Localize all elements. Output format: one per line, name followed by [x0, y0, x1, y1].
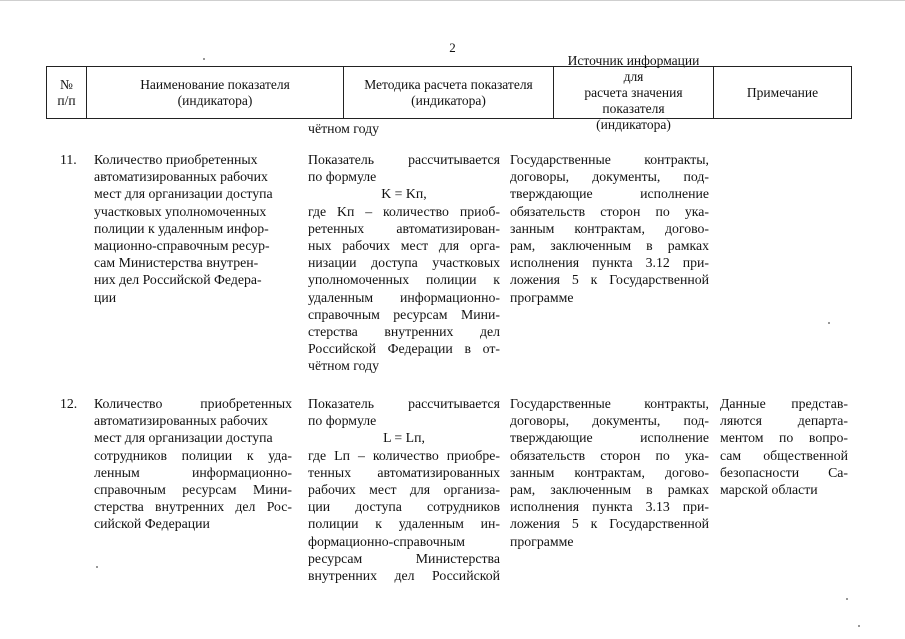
row-12-method-line: где Lп – количество приобре-	[308, 447, 500, 463]
row-11-source-line: занным контрактам, догово-	[510, 220, 709, 236]
row-11-name-line: мест для организации доступа	[94, 186, 273, 202]
row-12-source-line: занным контрактам, догово-	[510, 464, 709, 480]
row-11-source-line: программе	[510, 289, 574, 305]
page-number: 2	[449, 40, 456, 55]
row-11-number: 11.	[60, 152, 77, 167]
row-11-method-line: низации доступа участковых	[308, 255, 500, 271]
row-11-method-line: стерства внутренних дел	[308, 324, 500, 340]
scan-speck	[96, 566, 98, 568]
row-12-method-line: тенных автоматизированных	[308, 464, 500, 480]
row-12-note-line: сам общественной	[720, 447, 848, 463]
header-col-name	[86, 67, 343, 118]
row-11-name-line: автоматизированных рабочих	[94, 169, 268, 185]
row-11-source-line: обязательств сторон по ука-	[510, 203, 709, 219]
row-11-method-line: Российской Федерации в от-	[308, 341, 500, 357]
row-12-method-line: по формуле	[308, 413, 377, 429]
row-11-name	[94, 151, 292, 306]
row-12-note-line: марской области	[720, 482, 818, 498]
row-12-source-line: договоры, документы, под-	[510, 413, 709, 429]
top-edge-line	[0, 0, 905, 1]
header-col-source-line: Источник информации для	[567, 52, 700, 84]
header-col-number-line: №	[60, 76, 73, 92]
row-12-source-line: рам, заключенным в рамках	[510, 482, 709, 498]
row-12-method	[308, 395, 500, 584]
header-col-source	[553, 52, 713, 132]
header-col-method	[343, 67, 553, 118]
row-12-formula: L = Lп,	[383, 430, 425, 446]
row-12-name-line: автоматизированных рабочих	[94, 413, 268, 429]
row-12-note-line: ментом по вопро-	[720, 430, 848, 446]
row-11-formula: K = Kп,	[381, 186, 427, 202]
row-11-name-line: сам Министерства внутрен-	[94, 255, 259, 271]
header-col-name-line: Наименование показателя	[140, 76, 290, 92]
row-12-note-line: безопасности Са-	[720, 464, 848, 480]
row-12-name-line: сотрудников полиции к уда-	[94, 447, 292, 463]
header-col-note-line: Примечание	[746, 84, 819, 100]
header-col-number-line: п/п	[57, 92, 76, 108]
row-12-number: 12.	[60, 396, 78, 411]
row-11-name-line: полиции к удаленным инфор-	[94, 220, 269, 236]
row-12-name-line: мест для организации доступа	[94, 430, 273, 446]
row-12-method-line: ресурсам Министерства	[308, 550, 500, 566]
row-12-source-line: обязательств сторон по ука-	[510, 447, 709, 463]
row-11-name-line: них дел Российской Федера-	[94, 272, 262, 288]
row-12-note	[720, 395, 848, 498]
row-11-source-line: исполнения пункта 3.12 при-	[510, 255, 709, 271]
header-col-method-line: Методика расчета показателя	[364, 76, 533, 92]
scan-speck	[858, 625, 860, 627]
scan-speck	[203, 58, 205, 60]
row-11-method-line: ретенных автоматизирован-	[308, 220, 500, 236]
row-12-name-line: стерства внутренних дел Рос-	[94, 499, 292, 515]
row-11-method-line: Показатель рассчитывается	[308, 152, 500, 167]
row-12-name	[94, 395, 292, 533]
row-11-source-line: ложения 5 к Государственной	[510, 272, 709, 288]
header-col-number	[47, 67, 86, 118]
row-11-method-line: уполномоченных полиции к	[308, 272, 500, 288]
row-11-source-line: Государственные контракты,	[510, 152, 709, 167]
row-12-note-line: ляются департа-	[720, 413, 848, 429]
row-12-source-line: Государственные контракты,	[510, 396, 709, 411]
row-12-name-line: Количество приобретенных	[94, 396, 292, 411]
row-11-method-line: где Kп – количество приоб-	[308, 203, 500, 219]
row-11-name-line: Количество приобретенных	[94, 152, 258, 167]
header-col-source-line: (индикатора)	[596, 116, 671, 132]
row-11-source-line: рам, заключенным в рамках	[510, 238, 709, 254]
header-col-note	[713, 67, 851, 118]
row-11-method-line: чётном году	[308, 358, 380, 374]
row-11-method-line: удаленным информационно-	[308, 289, 500, 305]
row-12-source-line: ложения 5 к Государственной	[510, 516, 709, 532]
row-11-method	[308, 151, 500, 375]
row-11-name-line: мационно-справочным ресур-	[94, 238, 270, 254]
row-12-method-line: ции доступа сотрудников	[308, 499, 500, 515]
scan-speck	[846, 598, 848, 600]
row-12-name-line: справочным ресурсам Мини-	[94, 482, 292, 498]
row-12-name-line: ленным информационно-	[94, 464, 292, 480]
row-11-source	[510, 151, 709, 306]
row-11-method-line: ных рабочих мест для орга-	[308, 238, 500, 254]
row-12-source-line: тверждающие исполнение	[510, 430, 709, 446]
header-col-name-line: (индикатора)	[177, 92, 253, 108]
row-11-method-line: справочным ресурсам Мини-	[308, 306, 500, 322]
row-12-source-line: программе	[510, 533, 574, 549]
row-11-source-line: договоры, документы, под-	[510, 169, 709, 185]
row-11-method-line: по формуле	[308, 169, 377, 185]
header-col-source-line: расчета значения показателя	[584, 84, 683, 116]
row-11-name-line: участковых уполномоченных	[94, 203, 267, 219]
row-12-method-line: Показатель рассчитывается	[308, 396, 500, 411]
continuation-text: чётном году	[308, 121, 380, 136]
row-12-method-line: рабочих мест для организа-	[308, 482, 500, 498]
row-11-source-line: тверждающие исполнение	[510, 186, 709, 202]
row-12-method-line: внутренних дел Российской	[308, 568, 500, 584]
row-12-method-line: формационно-справочным	[308, 533, 466, 549]
header-col-method-line: (индикатора)	[411, 92, 486, 108]
row-12-method-line: полиции к удаленным ин-	[308, 516, 500, 532]
row-12-note-line: Данные представ-	[720, 396, 848, 411]
row-12-source	[510, 395, 709, 550]
row-12-name-line: сийской Федерации	[94, 516, 210, 532]
scan-speck	[828, 322, 830, 324]
row-12-source-line: исполнения пункта 3.13 при-	[510, 499, 709, 515]
row-11-name-line: ции	[94, 289, 117, 305]
